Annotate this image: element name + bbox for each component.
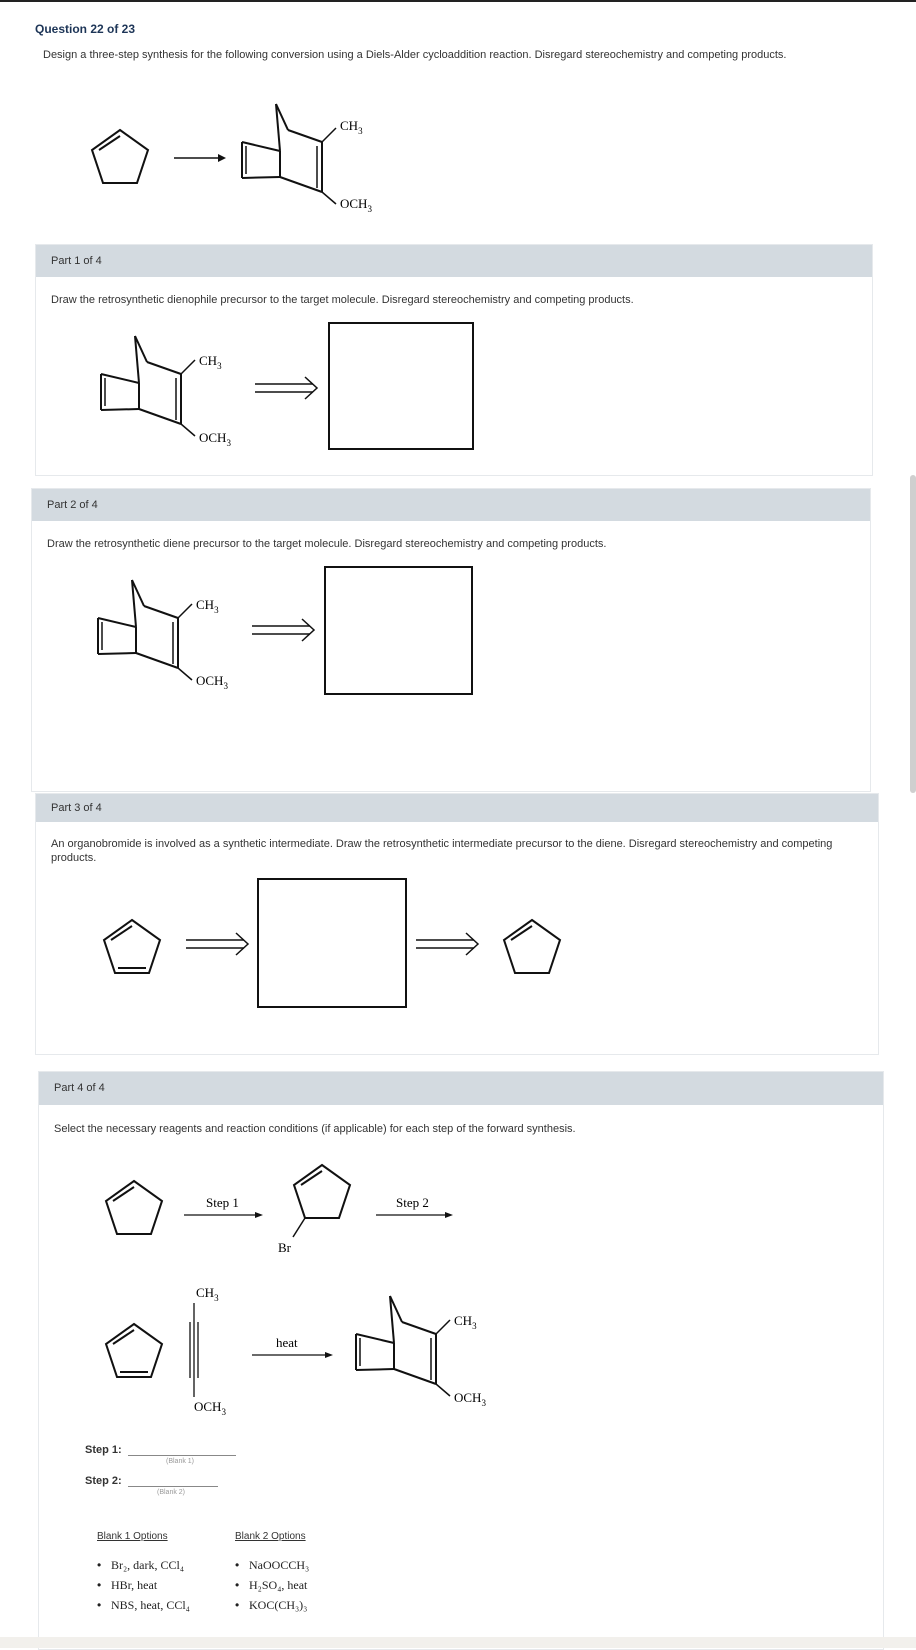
blank-1-options-title: Blank 1 Options bbox=[97, 1531, 168, 1542]
step-1-label: Step 1: bbox=[85, 1444, 122, 1456]
blank-1-option[interactable]: • NBS, heat, CCl₄ bbox=[97, 1595, 190, 1615]
question-prompt: Design a three-step synthesis for the following conversion using a Diels-Alder cycloaddition reaction. Disregard stereochemistry and competing products. bbox=[43, 49, 787, 61]
part-2-instructions: Draw the retrosynthetic diene precursor to the target molecule. Disregard stereochemistry and competing products. bbox=[47, 538, 607, 550]
forward-step-scheme bbox=[100, 1155, 500, 1255]
blank-2-option[interactable]: • H₂SO₄, heat bbox=[235, 1575, 309, 1595]
page-scrollbar[interactable] bbox=[910, 475, 916, 793]
svg-text:CH3: $CH_3$ bbox=[196, 597, 219, 615]
part-4-instructions: Select the necessary reagents and reaction conditions (if applicable) for each step of the forward synthesis. bbox=[54, 1123, 576, 1135]
svg-text:OCH3: $OCH_3$ bbox=[194, 1399, 226, 1417]
part-3-header: Part 3 of 4 bbox=[36, 794, 878, 822]
svg-text:CH3: $CH_3$ bbox=[340, 118, 363, 136]
blank-1-options-list bbox=[97, 1555, 190, 1615]
part-2-drawing-box[interactable] bbox=[324, 566, 473, 695]
bottom-toolbar-strip bbox=[0, 1637, 916, 1648]
part-4-header: Part 4 of 4 bbox=[39, 1072, 883, 1105]
blank-2-input[interactable] bbox=[128, 1486, 218, 1487]
svg-text:heat: heat bbox=[276, 1335, 298, 1350]
svg-text:CH3: $CH_3$ bbox=[196, 1285, 219, 1303]
part-1-header: Part 1 of 4 bbox=[36, 245, 872, 277]
part-3-instructions: An organobromide is involved as a synthetic intermediate. Draw the retrosynthetic intermediate precursor to the diene. Disregard stereochemistry and competing products. bbox=[51, 838, 833, 864]
blank-2-option[interactable]: • KOC(CH₃)₃ bbox=[235, 1595, 309, 1615]
svg-text:OCH3: $OCH_3$ bbox=[196, 673, 228, 691]
blank-1-option[interactable]: • Br₂, dark, CCl₄ bbox=[97, 1555, 190, 1575]
blank-1-caption: (Blank 1) bbox=[166, 1458, 195, 1465]
svg-text:CH3: $CH_3$ bbox=[454, 1313, 477, 1331]
svg-text:Br: Br bbox=[278, 1240, 291, 1255]
part-1-instructions: Draw the retrosynthetic dienophile precursor to the target molecule. Disregard stereochemistry and competing products. bbox=[51, 294, 634, 306]
part-2-header: Part 2 of 4 bbox=[32, 489, 870, 521]
step-2-label: Step 2: bbox=[85, 1475, 122, 1487]
svg-text:CH3: $CH_3$ bbox=[199, 353, 222, 371]
svg-text:Step 1: Step 1 bbox=[206, 1195, 239, 1210]
svg-text:OCH3: $OCH_3$ bbox=[454, 1390, 486, 1408]
blank-1-option[interactable]: • HBr, heat bbox=[97, 1575, 190, 1595]
question-title: Question 22 of 23 bbox=[35, 22, 136, 36]
blank-2-options-title: Blank 2 Options bbox=[235, 1531, 306, 1542]
svg-text:Step 2: Step 2 bbox=[396, 1195, 429, 1210]
blank-2-options-list bbox=[235, 1555, 309, 1615]
part-1-drawing-box[interactable] bbox=[328, 322, 474, 450]
part-3-drawing-box[interactable] bbox=[257, 878, 407, 1008]
blank-1-input[interactable] bbox=[128, 1455, 236, 1456]
blank-2-option[interactable]: • NaOOCCH₃ bbox=[235, 1555, 309, 1575]
svg-text:OCH3: $OCH_3$ bbox=[199, 430, 231, 448]
svg-text:OCH3: $OCH_3$ bbox=[340, 196, 372, 214]
blank-2-caption: (Blank 2) bbox=[157, 1489, 186, 1496]
target-conversion-scheme bbox=[90, 100, 410, 220]
diels-alder-scheme bbox=[100, 1280, 520, 1420]
